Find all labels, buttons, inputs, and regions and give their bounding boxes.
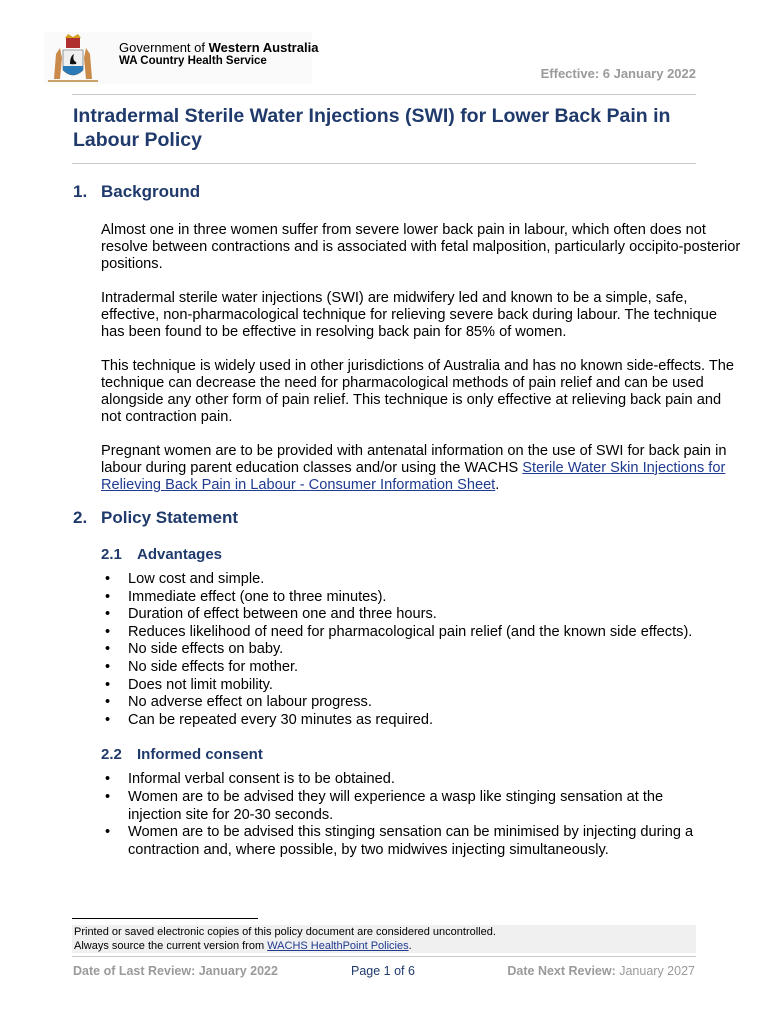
paragraph: Intradermal sterile water injections (SWI) are midwifery led and known to be a simple, safe, effective, non-pharmacological technique for relieving severe back during labour. The technique has been found to be effective in resolving back pain for 85% of women. — [101, 290, 718, 340]
logo-line1-bold: Western Australia — [208, 40, 319, 55]
paragraph-end: . — [495, 477, 500, 493]
next-review-date — [507, 964, 695, 978]
uncontrolled-copy-notice — [72, 925, 696, 953]
subsection-heading-advantages — [101, 546, 768, 564]
footnote-divider — [72, 918, 258, 919]
consumer-info-sheet-link[interactable]: Sterile Water Skin Injections for Relieving Back Pain in Labour - Consumer Information Sheet — [101, 460, 726, 493]
logo-line1-prefix: Government of — [119, 40, 209, 55]
list-item: • Immediate effect (one to three minutes). — [101, 589, 746, 607]
paragraph: This technique is widely used in other jurisdictions of Australia and has no known side-effects. The technique can decrease the need for pharmacological methods of pain relief and can be used alongside any other form of pain relief. This technique is only effective at relieving back pain and not contraction pain. — [101, 358, 735, 425]
background-body — [101, 222, 741, 494]
list-item: • Does not limit mobility. — [101, 677, 746, 695]
next-review-label: Date Next Review: — [507, 964, 616, 978]
notice-end: . — [408, 940, 412, 952]
notice-text: Always source the current version from — [74, 940, 268, 952]
document-body — [0, 104, 768, 859]
subsection-number: 2.2 — [101, 746, 122, 764]
coat-of-arms-icon — [48, 34, 98, 82]
list-item: • No adverse effect on labour progress. — [101, 694, 746, 712]
paragraph: Almost one in three women suffer from severe lower back pain in labour, which often does not resolve between contractions and is associated with fetal malposition, particularly occipito-posterior positions. — [101, 222, 741, 272]
advantages-list — [101, 571, 746, 729]
section-number: 2. — [73, 508, 88, 527]
subsection-heading-informed-consent — [101, 746, 768, 764]
last-review-date: Date of Last Review: January 2022 — [73, 964, 278, 978]
consent-list — [101, 771, 701, 859]
subsection-title: Advantages — [137, 546, 223, 563]
title-divider — [72, 163, 696, 164]
list-item: • Low cost and simple. — [101, 571, 746, 589]
list-item: • No side effects for mother. — [101, 659, 746, 677]
paragraph-text: Pregnant women are to be provided with antenatal information on the use of SWI for back pain in labour during parent education classes and/or using the WACHS — [101, 443, 727, 476]
list-item: • Women are to be advised this stinging sensation can be minimised by injecting during a contraction and, where possible, by two midwives injecting simultaneously. — [101, 824, 701, 859]
logo-line2: WA Country Health Service — [119, 55, 267, 67]
list-item: • Reduces likelihood of need for pharmacological pain relief (and the known side effects). — [101, 624, 746, 642]
next-review-value: January 2027 — [619, 964, 695, 978]
wa-government-logo — [44, 32, 319, 84]
page-number: Page 1 of 6 — [351, 964, 415, 978]
paragraph — [101, 443, 741, 494]
list-item: • Duration of effect between one and three hours. — [101, 606, 746, 624]
effective-date: Effective: 6 January 2022 — [540, 66, 696, 81]
section-title: Policy Statement — [101, 508, 238, 527]
subsection-title: Informed consent — [137, 746, 263, 764]
section-number: 1. — [73, 182, 88, 201]
section-heading-background — [73, 182, 768, 202]
section-heading-policy-statement — [73, 508, 768, 528]
list-item: • Women are to be advised they will experience a wasp like stinging sensation at the injection site for 20-30 seconds. — [101, 789, 701, 824]
list-item: • No side effects on baby. — [101, 641, 746, 659]
list-item: • Can be repeated every 30 minutes as required. — [101, 712, 746, 730]
notice-line1: Printed or saved electronic copies of this policy document are considered uncontrolled. — [74, 926, 496, 938]
footer-divider — [72, 956, 696, 957]
list-item: • Informal verbal consent is to be obtained. — [101, 771, 701, 789]
notice-line2 — [74, 939, 696, 953]
logo-line1 — [119, 40, 318, 55]
healthpoint-policies-link[interactable]: WACHS HealthPoint Policies — [267, 940, 409, 952]
page-title: Intradermal Sterile Water Injections (SWI) for Lower Back Pain in Labour Policy — [73, 105, 671, 151]
section-title: Background — [101, 182, 201, 201]
subsection-number: 2.1 — [101, 546, 122, 563]
header-divider — [72, 94, 696, 95]
